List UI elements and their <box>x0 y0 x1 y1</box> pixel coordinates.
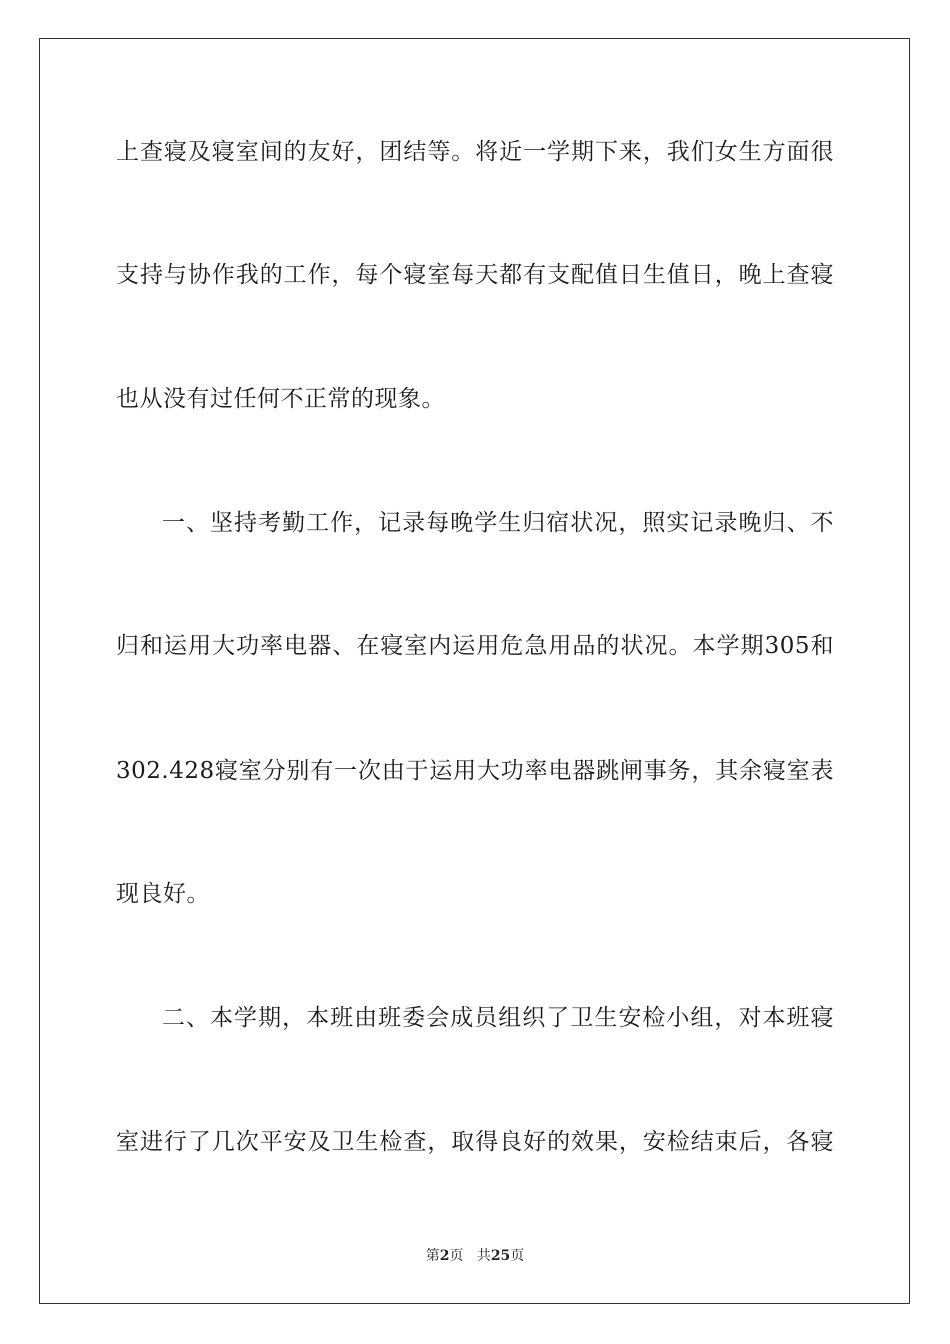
total-suffix: 页 <box>510 1248 525 1264</box>
paragraph-line: 一、坚持考勤工作，记录每晚学生归宿状况，照实记录晚归、不 <box>162 510 834 536</box>
paragraph-line: 上查寝及寝室间的友好，团结等。将近一学期下来，我们女生方面很 <box>116 139 834 165</box>
paragraph-line: 也从没有过任何不正常的现象。 <box>116 386 445 412</box>
page-footer <box>0 1247 950 1265</box>
paragraph-line: 室进行了几次平安及卫生检查，取得良好的效果，安检结束后，各寝 <box>116 1129 834 1155</box>
paragraph-line: 现良好。 <box>116 881 210 907</box>
total-prefix: 共 <box>476 1248 491 1264</box>
paragraph-line: 302.428寝室分别有一次由于运用大功率电器跳闸事务，其余寝室表 <box>116 758 834 784</box>
paragraph-line: 支持与协作我的工作，每个寝室每天都有支配值日生值日，晚上查寝 <box>116 262 834 288</box>
page-border <box>39 38 910 1304</box>
paragraph-line: 二、本学期，本班由班委会成员组织了卫生安检小组，对本班寝 <box>162 1005 834 1031</box>
paragraph-line: 归和运用大功率电器、在寝室内运用危急用品的状况。本学期305和 <box>116 633 834 659</box>
page-prefix: 第 <box>425 1248 440 1264</box>
total-pages: 25 <box>490 1248 511 1264</box>
page-number: 2 <box>439 1248 450 1264</box>
page-suffix: 页 <box>449 1248 464 1264</box>
